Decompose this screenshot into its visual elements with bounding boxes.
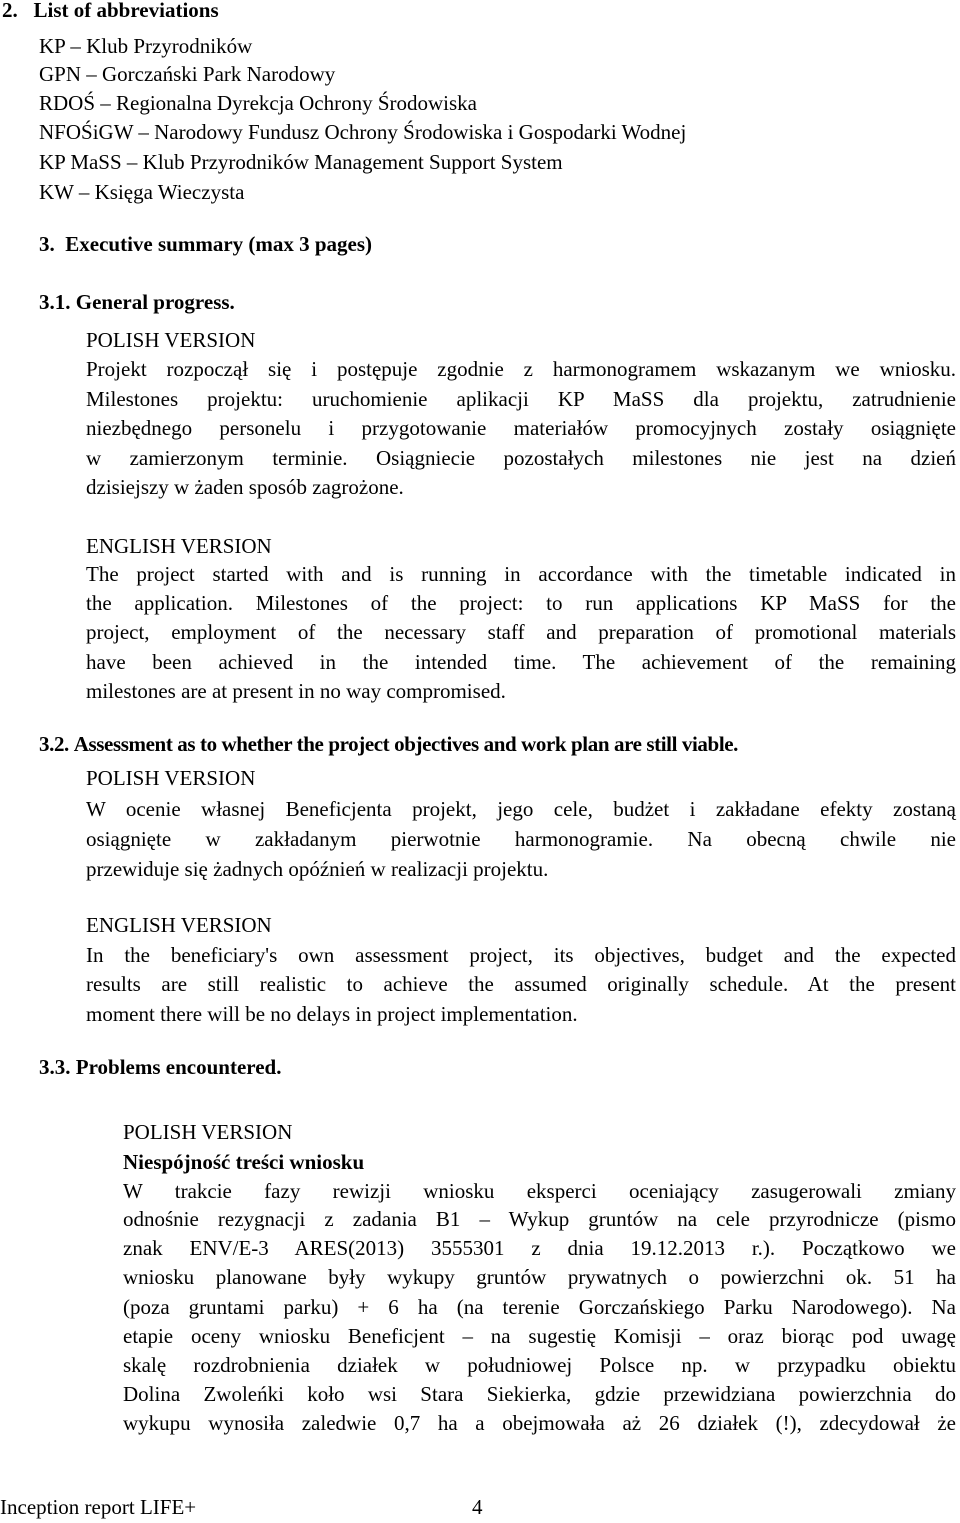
english-version-label: ENGLISH VERSION <box>86 534 272 558</box>
abbreviation-item: KP – Klub Przyrodników <box>39 34 253 58</box>
paragraph-line: the application. Milestones of the project: to run applications KP MaSS for the <box>86 591 956 615</box>
abbreviation-item: NFOŚiGW – Narodowy Fundusz Ochrony Środowiska i Gospodarki Wodnej <box>39 120 687 144</box>
paragraph-line: w zamierzonym terminie. Osiągniecie pozostałych milestones nie jest na dzień <box>86 446 956 470</box>
paragraph-line: results are still realistic to achieve the assumed originally schedule. At the present <box>86 972 956 996</box>
paragraph-line: have been achieved in the intended time. The achievement of the remaining <box>86 650 956 674</box>
paragraph-line: niezbędnego personelu i przygotowanie materiałów promocyjnych zostały osiągnięte <box>86 416 956 440</box>
paragraph-line: skalę rozdrobnienia działek w południowej Polsce np. w przypadku obiektu <box>123 1353 956 1377</box>
paragraph-line: dzisiejszy w żaden sposób zagrożone. <box>86 475 404 499</box>
paragraph-line: milestones are at present in no way compromised. <box>86 679 506 703</box>
paragraph-line: wykupu wynosiła zaledwie 0,7 ha a obejmowała aż 26 działek (!), zdecydował że <box>123 1411 956 1435</box>
paragraph-line: etapie oceny wniosku Beneficjent – na sugestię Komisji – oraz biorąc pod uwagę <box>123 1324 956 1348</box>
paragraph-line: Milestones projektu: uruchomienie aplikacji KP MaSS dla projektu, zatrudnienie <box>86 387 956 411</box>
abbreviation-item: KP MaSS – Klub Przyrodników Management Support System <box>39 150 563 174</box>
executive-summary-heading: 3. Executive summary (max 3 pages) <box>39 232 373 256</box>
viability-heading: 3.2. Assessment as to whether the project objectives and work plan are still viable. <box>39 732 739 756</box>
paragraph-line: moment there will be no delays in project implementation. <box>86 1002 578 1026</box>
paragraph-line: The project started with and is running in accordance with the timetable indicated in <box>86 562 956 586</box>
problems-heading: 3.3. Problems encountered. <box>39 1055 282 1079</box>
page-number: 4 <box>472 1495 483 1519</box>
paragraph-line: W ocenie własnej Beneficjenta projekt, jego cele, budżet i zakładane efekty zostaną <box>86 797 956 821</box>
abbreviations-heading: 2. List of abbreviations <box>2 0 219 22</box>
paragraph-line: wniosku planowane były wykupy gruntów prywatnych o powierzchni ok. 51 ha <box>123 1265 956 1289</box>
english-version-label: ENGLISH VERSION <box>86 913 272 937</box>
paragraph-line: W trakcie fazy rewizji wniosku eksperci oceniający zasugerowali zmiany <box>123 1179 956 1203</box>
abbreviation-item: RDOŚ – Regionalna Dyrekcja Ochrony Środowiska <box>39 91 478 115</box>
polish-version-label: POLISH VERSION <box>123 1120 293 1144</box>
footer-title: Inception report LIFE+ <box>0 1495 197 1519</box>
abbreviation-item: GPN – Gorczański Park Narodowy <box>39 62 336 86</box>
general-progress-heading: 3.1. General progress. <box>39 290 235 314</box>
polish-version-label: POLISH VERSION <box>86 328 256 352</box>
paragraph-line: osiągnięte w zakładanym pierwotnie harmonogramie. Na obecną chwile nie <box>86 827 956 851</box>
paragraph-line: (poza gruntami parku) + 6 ha (na terenie Gorczańskiego Parku Narodowego). Na <box>123 1295 956 1319</box>
paragraph-line: przewiduje się żadnych opóźnień w realizacji projektu. <box>86 857 549 881</box>
abbreviation-item: KW – Księga Wieczysta <box>39 180 245 204</box>
paragraph-line: In the beneficiary's own assessment project, its objectives, budget and the expected <box>86 943 956 967</box>
paragraph-line: Projekt rozpoczął się i postępuje zgodnie z harmonogramem wskazanym we wniosku. <box>86 357 956 381</box>
polish-version-label: POLISH VERSION <box>86 766 256 790</box>
paragraph-line: odnośnie rezygnacji z zadania B1 – Wykup gruntów na cele przyrodnicze (pismo <box>123 1207 956 1231</box>
paragraph-line: project, employment of the necessary staff and preparation of promotional materials <box>86 620 956 644</box>
subheading: Niespójność treści wniosku <box>123 1150 365 1174</box>
paragraph-line: znak ENV/E-3 ARES(2013) 3555301 z dnia 19.12.2013 r.). Początkowo we <box>123 1236 956 1260</box>
paragraph-line: Dolina Zwoleńki koło wsi Stara Siekierka, gdzie przewidziana powierzchnia do <box>123 1382 956 1406</box>
